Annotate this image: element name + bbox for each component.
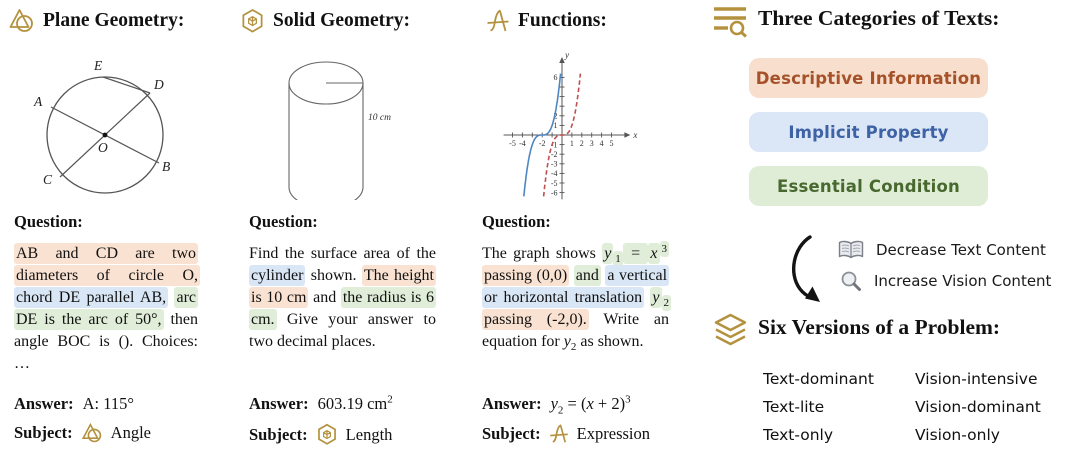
- subject-value: Expression: [576, 423, 650, 443]
- point-label-B: B: [162, 159, 171, 174]
- answer-row: [14, 394, 134, 414]
- point-label-A: A: [34, 94, 43, 109]
- book-icon: [838, 240, 864, 260]
- increase-vision-label: Increase Vision Content: [874, 272, 1052, 290]
- svg-text:-3: -3: [550, 159, 558, 169]
- version-vision-intensive: Vision-intensive: [915, 370, 1038, 388]
- cylinder-height-label: 10 cm: [368, 113, 391, 123]
- answer-label: Answer:: [14, 394, 74, 413]
- column-plane-geometry: [8, 0, 220, 464]
- svg-text:-2: -2: [550, 150, 558, 159]
- svg-text:-4: -4: [519, 139, 526, 148]
- plane-geometry-icon: [8, 8, 35, 33]
- badge-essential-condition: Essential Condition: [749, 166, 988, 206]
- question-label: Question:: [482, 212, 551, 231]
- column-solid-geometry: [238, 0, 448, 464]
- six-versions-title: Six Versions of a Problem:: [758, 315, 1001, 339]
- question-label: Question:: [249, 212, 318, 231]
- length-subject-icon: [316, 423, 338, 446]
- answer-row: [249, 394, 393, 414]
- subject-row: [482, 423, 650, 444]
- question-text: Find the surface area of the cylinder shown. The height is 10 cm and the radius is 6 cm. Give your answer to two decimal places.: [249, 245, 436, 350]
- svg-text:2: 2: [579, 139, 584, 148]
- subject-label: Subject:: [249, 424, 308, 444]
- svg-text:y: y: [565, 50, 569, 60]
- answer-label: Answer:: [249, 394, 309, 413]
- svg-text:6: 6: [553, 73, 558, 83]
- version-vision-only: Vision-only: [915, 426, 1000, 444]
- cylinder-diagram: [286, 50, 418, 200]
- svg-text:1: 1: [569, 139, 574, 148]
- svg-text:5: 5: [609, 139, 614, 148]
- solid-geometry-header: [240, 8, 410, 34]
- version-text-only: Text-only: [763, 426, 834, 444]
- solid-geometry-icon: [240, 8, 265, 34]
- point-label-E: E: [94, 58, 103, 73]
- version-text-lite: Text-lite: [763, 398, 825, 416]
- svg-text:-2: -2: [538, 139, 546, 148]
- text-search-icon: [712, 5, 749, 39]
- svg-text:2: 2: [553, 111, 558, 121]
- right-panel: [710, 0, 1068, 464]
- svg-text:-5: -5: [550, 178, 558, 188]
- answer-label: Answer:: [482, 394, 542, 413]
- layers-icon: [712, 313, 749, 349]
- badge-implicit-property: Implicit Property: [749, 112, 988, 152]
- functions-header: [486, 8, 607, 33]
- answer-row: [482, 393, 631, 417]
- subject-label: Subject:: [482, 423, 541, 443]
- question-text: AB and CD are two diameters of circle O, chord DE parallel AB, arc DE is the arc of 50°, then angle BOC is (). Choices: …: [14, 245, 199, 372]
- subject-value: Length: [345, 424, 393, 444]
- svg-text:1: 1: [553, 121, 558, 131]
- column-functions: [474, 0, 682, 464]
- three-categories-title: Three Categories of Texts:: [758, 6, 1000, 30]
- functions-icon: [486, 8, 510, 33]
- increase-vision-item: [840, 270, 1051, 292]
- angle-subject-icon: [81, 423, 103, 443]
- point-label-D: D: [154, 77, 164, 92]
- decrease-text-label: Decrease Text Content: [876, 241, 1046, 259]
- answer-value: 603.19 $cm^2$: [317, 393, 393, 413]
- point-label-C: C: [43, 172, 53, 187]
- subject-row: [14, 423, 151, 443]
- answer-value: A: 115°: [82, 394, 134, 413]
- svg-text:x: x: [633, 130, 638, 140]
- svg-text:-6: -6: [550, 188, 558, 198]
- subject-label: Subject:: [14, 423, 73, 442]
- question-label: Question:: [14, 212, 83, 231]
- plane-geometry-header: [8, 8, 184, 33]
- answer-value: $y_2 = (x + 2)^3$: [550, 393, 631, 417]
- badge-descriptive-information: Descriptive Information: [749, 58, 988, 98]
- svg-text:-5: -5: [509, 139, 516, 148]
- function-plot: [480, 44, 672, 212]
- subject-value: Angle: [110, 423, 151, 442]
- circle-diagram: [28, 44, 198, 210]
- point-label-O: O: [98, 140, 108, 155]
- svg-text:-4: -4: [550, 169, 558, 179]
- functions-title: Functions:: [518, 9, 607, 31]
- subject-row: [249, 423, 392, 446]
- magnifier-icon: [840, 270, 862, 292]
- decrease-text-item: [838, 240, 1046, 260]
- solid-geometry-title: Solid Geometry:: [273, 10, 411, 31]
- plane-geometry-title: Plane Geometry:: [43, 9, 185, 31]
- version-text-dominant: Text-dominant: [763, 370, 874, 388]
- svg-text:4: 4: [599, 139, 604, 148]
- version-vision-dominant: Vision-dominant: [915, 398, 1041, 416]
- curved-arrow-icon: [780, 233, 828, 307]
- svg-text:-1: -1: [550, 140, 558, 150]
- question-text: The graph shows y $_1$ = x $^3$ passing (0,0) and a vertical or horizontal translation y $_2$ passing (-2,0). Write an equation for $y_2$ as shown.: [482, 242, 670, 353]
- expression-subject-icon: [549, 423, 569, 444]
- svg-text:3: 3: [589, 139, 594, 148]
